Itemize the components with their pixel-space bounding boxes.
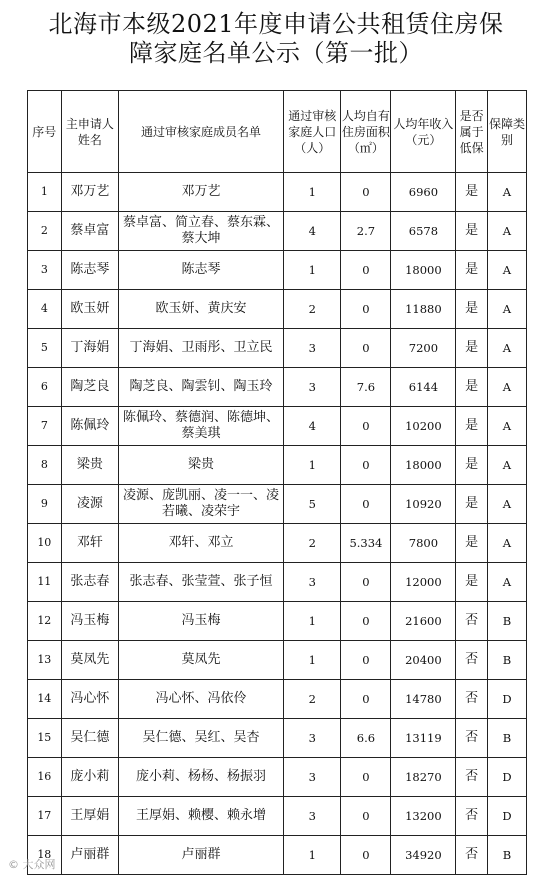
cell-guarantee-type: A — [487, 446, 526, 485]
cell-members: 冯心怀、冯依伶 — [119, 680, 284, 719]
cell-index: 5 — [28, 329, 62, 368]
cell-members: 欧玉妍、黄庆安 — [119, 290, 284, 329]
cell-applicant-name: 丁海娟 — [61, 329, 118, 368]
cell-applicant-name: 吴仁德 — [61, 719, 118, 758]
cell-index: 14 — [28, 680, 62, 719]
cell-members: 庞小莉、杨杨、杨振羽 — [119, 758, 284, 797]
cell-members: 陈志琴 — [119, 251, 284, 290]
cell-low-income: 是 — [456, 173, 487, 212]
cell-index: 16 — [28, 758, 62, 797]
table-row — [28, 602, 527, 641]
cell-household-count: 1 — [283, 446, 340, 485]
cell-low-income: 是 — [456, 290, 487, 329]
cell-low-income: 否 — [456, 758, 487, 797]
cell-housing-area: 0 — [341, 680, 391, 719]
table-row — [28, 368, 527, 407]
cell-applicant-name: 张志春 — [61, 563, 118, 602]
cell-guarantee-type: D — [487, 797, 526, 836]
cell-annual-income: 7800 — [391, 524, 456, 563]
cell-annual-income: 18270 — [391, 758, 456, 797]
cell-annual-income: 14780 — [391, 680, 456, 719]
cell-members: 丁海娟、卫雨彤、卫立民 — [119, 329, 284, 368]
cell-members: 莫凤先 — [119, 641, 284, 680]
table-row — [28, 641, 527, 680]
header-index: 序号 — [28, 91, 62, 173]
cell-household-count: 1 — [283, 602, 340, 641]
cell-members: 张志春、张莹萱、张子恒 — [119, 563, 284, 602]
cell-household-count: 2 — [283, 680, 340, 719]
title-line-1: 北海市本级2021年度申请公共租赁住房保 — [48, 10, 504, 38]
cell-guarantee-type: A — [487, 368, 526, 407]
cell-guarantee-type: D — [487, 758, 526, 797]
cell-applicant-name: 欧玉妍 — [61, 290, 118, 329]
cell-index: 17 — [28, 797, 62, 836]
header-members: 通过审核家庭成员名单 — [119, 91, 284, 173]
cell-members: 蔡卓富、简立春、蔡东霖、蔡大坤 — [119, 212, 284, 251]
cell-low-income: 否 — [456, 641, 487, 680]
cell-guarantee-type: A — [487, 251, 526, 290]
cell-members: 吴仁德、吴红、吴杏 — [119, 719, 284, 758]
table-row — [28, 251, 527, 290]
cell-index: 9 — [28, 485, 62, 524]
cell-index: 18 — [28, 836, 62, 875]
cell-household-count: 4 — [283, 212, 340, 251]
cell-index: 7 — [28, 407, 62, 446]
cell-index: 8 — [28, 446, 62, 485]
cell-annual-income: 6144 — [391, 368, 456, 407]
cell-household-count: 3 — [283, 329, 340, 368]
cell-applicant-name: 冯心怀 — [61, 680, 118, 719]
cell-low-income: 是 — [456, 485, 487, 524]
cell-annual-income: 10920 — [391, 485, 456, 524]
cell-housing-area: 7.6 — [341, 368, 391, 407]
cell-low-income: 是 — [456, 407, 487, 446]
cell-guarantee-type: A — [487, 173, 526, 212]
cell-annual-income: 13119 — [391, 719, 456, 758]
cell-applicant-name: 冯玉梅 — [61, 602, 118, 641]
cell-annual-income: 21600 — [391, 602, 456, 641]
cell-guarantee-type: B — [487, 836, 526, 875]
cell-housing-area: 0 — [341, 407, 391, 446]
table-row — [28, 719, 527, 758]
table-row — [28, 329, 527, 368]
cell-members: 邓轩、邓立 — [119, 524, 284, 563]
cell-applicant-name: 蔡卓富 — [61, 212, 118, 251]
cell-members: 梁贵 — [119, 446, 284, 485]
table-row — [28, 836, 527, 875]
cell-housing-area: 0 — [341, 836, 391, 875]
cell-household-count: 3 — [283, 797, 340, 836]
table-row — [28, 680, 527, 719]
cell-housing-area: 5.334 — [341, 524, 391, 563]
cell-annual-income: 10200 — [391, 407, 456, 446]
header-low-income: 是否属于低保 — [456, 91, 487, 173]
cell-members: 冯玉梅 — [119, 602, 284, 641]
household-list-table — [27, 90, 527, 875]
cell-housing-area: 0 — [341, 173, 391, 212]
cell-members: 王厚娟、赖樱、赖永增 — [119, 797, 284, 836]
cell-guarantee-type: B — [487, 719, 526, 758]
cell-members: 凌源、庞凯丽、凌一一、凌若曦、凌荣宇 — [119, 485, 284, 524]
watermark: © 大众网 — [8, 858, 56, 871]
cell-household-count: 2 — [283, 290, 340, 329]
cell-index: 2 — [28, 212, 62, 251]
cell-housing-area: 0 — [341, 485, 391, 524]
cell-household-count: 4 — [283, 407, 340, 446]
cell-housing-area: 6.6 — [341, 719, 391, 758]
cell-housing-area: 0 — [341, 602, 391, 641]
cell-guarantee-type: A — [487, 485, 526, 524]
cell-members: 邓万艺 — [119, 173, 284, 212]
cell-annual-income: 7200 — [391, 329, 456, 368]
cell-annual-income: 20400 — [391, 641, 456, 680]
cell-index: 13 — [28, 641, 62, 680]
cell-index: 1 — [28, 173, 62, 212]
table-row — [28, 290, 527, 329]
title-line-2: 障家庭名单公示（第一批） — [129, 39, 423, 67]
cell-applicant-name: 陈佩玲 — [61, 407, 118, 446]
cell-low-income: 是 — [456, 251, 487, 290]
cell-guarantee-type: A — [487, 407, 526, 446]
table-body — [28, 173, 527, 875]
cell-low-income: 否 — [456, 836, 487, 875]
cell-household-count: 3 — [283, 719, 340, 758]
cell-annual-income: 34920 — [391, 836, 456, 875]
cell-annual-income: 12000 — [391, 563, 456, 602]
cell-applicant-name: 梁贵 — [61, 446, 118, 485]
cell-guarantee-type: D — [487, 680, 526, 719]
document-title — [0, 10, 552, 68]
cell-low-income: 是 — [456, 524, 487, 563]
cell-low-income: 是 — [456, 368, 487, 407]
table-row — [28, 758, 527, 797]
cell-applicant-name: 凌源 — [61, 485, 118, 524]
cell-applicant-name: 邓轩 — [61, 524, 118, 563]
header-type: 保障类别 — [487, 91, 526, 173]
header-name: 主申请人姓名 — [61, 91, 118, 173]
table-row — [28, 563, 527, 602]
cell-household-count: 1 — [283, 173, 340, 212]
cell-guarantee-type: B — [487, 602, 526, 641]
cell-index: 12 — [28, 602, 62, 641]
cell-housing-area: 0 — [341, 563, 391, 602]
cell-applicant-name: 陶芝良 — [61, 368, 118, 407]
header-area: 人均自有住房面积（㎡） — [341, 91, 391, 173]
cell-applicant-name: 庞小莉 — [61, 758, 118, 797]
table-row — [28, 212, 527, 251]
table-row — [28, 524, 527, 563]
cell-applicant-name: 卢丽群 — [61, 836, 118, 875]
cell-household-count: 2 — [283, 524, 340, 563]
cell-low-income: 是 — [456, 212, 487, 251]
cell-index: 6 — [28, 368, 62, 407]
cell-guarantee-type: B — [487, 641, 526, 680]
cell-members: 卢丽群 — [119, 836, 284, 875]
cell-index: 3 — [28, 251, 62, 290]
cell-housing-area: 2.7 — [341, 212, 391, 251]
cell-applicant-name: 莫凤先 — [61, 641, 118, 680]
header-count: 通过审核家庭人口（人） — [283, 91, 340, 173]
cell-low-income: 否 — [456, 602, 487, 641]
table-row — [28, 797, 527, 836]
cell-guarantee-type: A — [487, 329, 526, 368]
cell-guarantee-type: A — [487, 212, 526, 251]
header-income: 人均年收入（元） — [391, 91, 456, 173]
cell-guarantee-type: A — [487, 524, 526, 563]
cell-applicant-name: 陈志琴 — [61, 251, 118, 290]
cell-annual-income: 11880 — [391, 290, 456, 329]
cell-household-count: 3 — [283, 758, 340, 797]
cell-index: 10 — [28, 524, 62, 563]
cell-index: 11 — [28, 563, 62, 602]
table-row — [28, 446, 527, 485]
cell-applicant-name: 王厚娟 — [61, 797, 118, 836]
cell-household-count: 1 — [283, 251, 340, 290]
cell-low-income: 否 — [456, 719, 487, 758]
cell-annual-income: 6960 — [391, 173, 456, 212]
cell-household-count: 1 — [283, 836, 340, 875]
cell-household-count: 1 — [283, 641, 340, 680]
cell-low-income: 是 — [456, 329, 487, 368]
cell-low-income: 是 — [456, 446, 487, 485]
cell-annual-income: 6578 — [391, 212, 456, 251]
cell-members: 陈佩玲、蔡德润、陈德坤、蔡美琪 — [119, 407, 284, 446]
table-header-row — [28, 91, 527, 173]
table-row — [28, 407, 527, 446]
cell-housing-area: 0 — [341, 290, 391, 329]
cell-housing-area: 0 — [341, 641, 391, 680]
cell-low-income: 是 — [456, 563, 487, 602]
cell-guarantee-type: A — [487, 563, 526, 602]
cell-household-count: 5 — [283, 485, 340, 524]
cell-low-income: 否 — [456, 680, 487, 719]
cell-index: 15 — [28, 719, 62, 758]
cell-housing-area: 0 — [341, 329, 391, 368]
cell-annual-income: 18000 — [391, 446, 456, 485]
cell-household-count: 3 — [283, 368, 340, 407]
cell-housing-area: 0 — [341, 251, 391, 290]
cell-household-count: 3 — [283, 563, 340, 602]
cell-low-income: 否 — [456, 797, 487, 836]
cell-annual-income: 13200 — [391, 797, 456, 836]
cell-annual-income: 18000 — [391, 251, 456, 290]
table-row — [28, 173, 527, 212]
cell-housing-area: 0 — [341, 446, 391, 485]
cell-members: 陶芝良、陶雲钊、陶玉玲 — [119, 368, 284, 407]
cell-index: 4 — [28, 290, 62, 329]
cell-guarantee-type: A — [487, 290, 526, 329]
cell-housing-area: 0 — [341, 758, 391, 797]
cell-applicant-name: 邓万艺 — [61, 173, 118, 212]
table-row — [28, 485, 527, 524]
cell-housing-area: 0 — [341, 797, 391, 836]
